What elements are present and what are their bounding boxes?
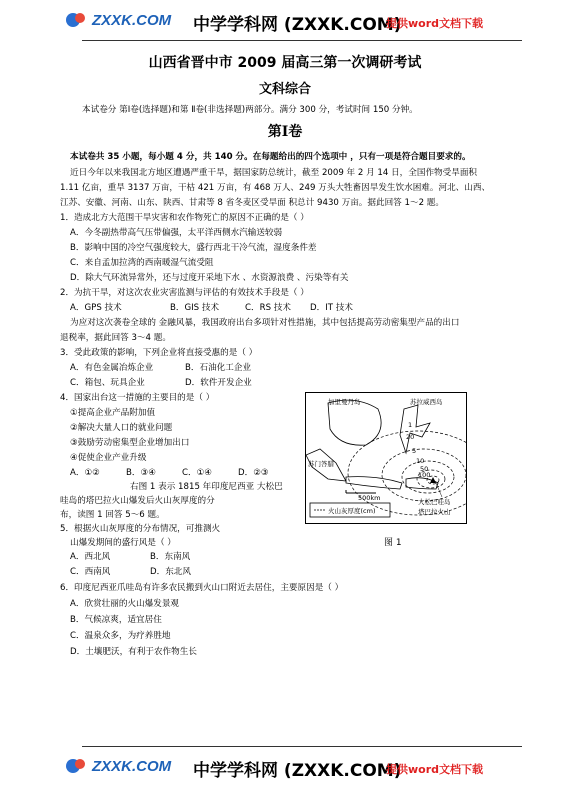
logo-mark-icon [64, 756, 88, 776]
q2-option-b: B．GIS 技术 [170, 303, 220, 313]
label-kalimantan: 加里曼丹岛 [328, 398, 361, 406]
download-link[interactable]: 提供word文档下载 [386, 763, 484, 776]
q5-option-c: C．西南风 [70, 567, 111, 577]
contour-label: 100 [418, 471, 431, 479]
logo-text: ZXXK.COM [92, 758, 172, 775]
question-5: 5．根据火山灰厚度的分布情况，可推测火 [60, 524, 221, 534]
logo-text: ZXXK.COM [92, 12, 172, 29]
q6-option-d: D．土壤肥沃，有利于农作物生长 [70, 647, 197, 657]
q5-option-a: A．西北风 [70, 552, 111, 562]
label-sumbawa: 大松巴哇岛 [418, 498, 451, 506]
site-logo[interactable] [92, 12, 171, 29]
para-line: 近日今年以来我国北方地区遭遇严重干旱，据国家防总统计，截至 2009 年 2 月 14 日，全国作物受旱面积 [70, 168, 478, 178]
para-line: 1.11 亿亩，重旱 3137 万亩，干枯 421 万亩，有 468 万人、249 万头大牲畜因旱发生饮水困难。河北、山西、 [60, 183, 491, 193]
footer-divider [82, 746, 522, 747]
label-tambora: 塔巴拉火山 [418, 508, 451, 516]
scale-label: 500km [358, 494, 381, 502]
para-line: 退税率，据此回答 3～4 题。 [60, 333, 171, 343]
part-heading: 第Ⅰ卷 [267, 124, 303, 140]
q1-option-b: B．影响中国的冷空气强度较大，盛行西北干冷气流，湿度条件差 [70, 243, 317, 253]
label-sumatra: 苏门答腊 [308, 460, 334, 468]
para-line: 为应对这次袭卷全球的 金融风暴，我国政府出台多项针对性措施，其中包括提高劳动密集型产品的出口 [70, 318, 460, 328]
q4-option-b: B．③④ [126, 468, 156, 478]
exam-title: 山西省晋中市 2009 届高三第一次调研考试 [148, 55, 422, 71]
contour-label: 5 [412, 447, 417, 455]
legend-ash-thickness: 火山灰厚度(cm) [328, 507, 376, 515]
q4-item-1: ①提高企业产品附加值 [70, 408, 156, 418]
q6-option-c: C．温泉众多，为疗养胜地 [70, 631, 171, 641]
q2-option-c: C．RS 技术 [245, 303, 291, 313]
site-name[interactable]: 中学学科网 (ZXXK.COM) [193, 761, 402, 781]
q3-option-c: C．箱包、玩具企业 [70, 378, 145, 388]
q4-item-3: ③鼓励劳动密集型企业增加出口 [70, 438, 190, 448]
top-header [0, 0, 570, 44]
part-intro: 本试卷共 35 小题，每小题 4 分，共 140 分。在每题给出的四个选项中 ，只有一项是符合题目要求的。 [70, 152, 471, 162]
q1-option-a: A．今冬副热带高气压带偏强，太平洋西侧水汽输送较弱 [70, 228, 283, 238]
q5-option-d: D．东北风 [150, 567, 191, 577]
exam-note: 本试卷分 第Ⅰ卷(选择题)和第 Ⅱ卷(非选择题)两部分。满分 300 分，考试时间 150 分钟。 [82, 105, 418, 115]
figure-caption: 图 1 [384, 538, 402, 548]
q2-option-d: D．IT 技术 [310, 303, 353, 313]
question-4: 4．国家出台这一措施的主要目的是（ ） [60, 393, 215, 403]
contour-label: 50 [420, 465, 429, 473]
q4-option-d: D．②③ [238, 468, 269, 478]
q4-item-4: ④促使企业产业升级 [70, 453, 147, 463]
para-line: 右图 1 表示 1815 年印度尼西亚 大松巴 [130, 482, 283, 492]
bottom-footer [0, 746, 570, 790]
label-sulawesi: 苏拉威西岛 [410, 398, 443, 406]
q3-option-a: A．有色金属冶炼企业 [70, 363, 154, 373]
q1-option-c: C．来自孟加拉湾的西南暖湿气流受阻 [70, 258, 214, 268]
q6-option-b: B．气候凉爽，适宜居住 [70, 615, 162, 625]
question-6: 6．印度尼西亚爪哇岛有许多农民搬到火山口附近去居住，主要原因是（ ） [60, 583, 344, 593]
contour-label: 20 [406, 433, 415, 441]
q3-option-b: B．石油化工企业 [185, 363, 252, 373]
q5-option-b: B．东南风 [150, 552, 191, 562]
site-logo[interactable] [92, 758, 171, 775]
header-divider [82, 40, 522, 41]
figure-map [305, 392, 467, 524]
question-1: 1．造成北方大范围干旱灾害和农作物死亡的原因不正确的是（ ） [60, 213, 309, 223]
q4-option-c: C．①④ [182, 468, 213, 478]
q3-option-d: D．软件开发企业 [185, 378, 252, 388]
question-3: 3．受此政策的影响，下列企业将直接受惠的是（ ） [60, 348, 258, 358]
para-line: 布，读图 1 回答 5～6 题。 [60, 510, 165, 520]
question-2: 2．为抗干旱，对这次农业灾害监测与评估的有效技术手段是（ ） [60, 288, 309, 298]
contour-label: 10 [416, 457, 425, 465]
question-5-cont: 山爆发期间的盛行风是（ ） [70, 538, 176, 548]
site-name[interactable]: 中学学科网 (ZXXK.COM) [193, 15, 402, 35]
download-link[interactable]: 提供word文档下载 [386, 17, 484, 30]
q1-option-d: D．除大气环流异常外，还与过度开采地下水 、水资源浪费 、污染等有关 [70, 273, 349, 283]
para-line: 江苏、安徽、河南、山东、陕西、甘肃等 8 省冬麦区受旱面 积总计 9430 万亩。据此回答 1～2 题。 [60, 198, 444, 208]
para-line: 哇岛的塔巴拉火山爆发后火山灰厚度的分 [60, 496, 215, 506]
logo-mark-icon [64, 10, 88, 30]
q4-option-a: A．①② [70, 468, 100, 478]
q6-option-a: A．欣赏壮丽的火山爆发景观 [70, 599, 180, 609]
q4-item-2: ②解决大量人口的就业问题 [70, 423, 173, 433]
q2-option-a: A．GPS 技术 [70, 303, 122, 313]
exam-subject: 文科综合 [258, 82, 311, 97]
contour-label: 1 [408, 421, 413, 429]
